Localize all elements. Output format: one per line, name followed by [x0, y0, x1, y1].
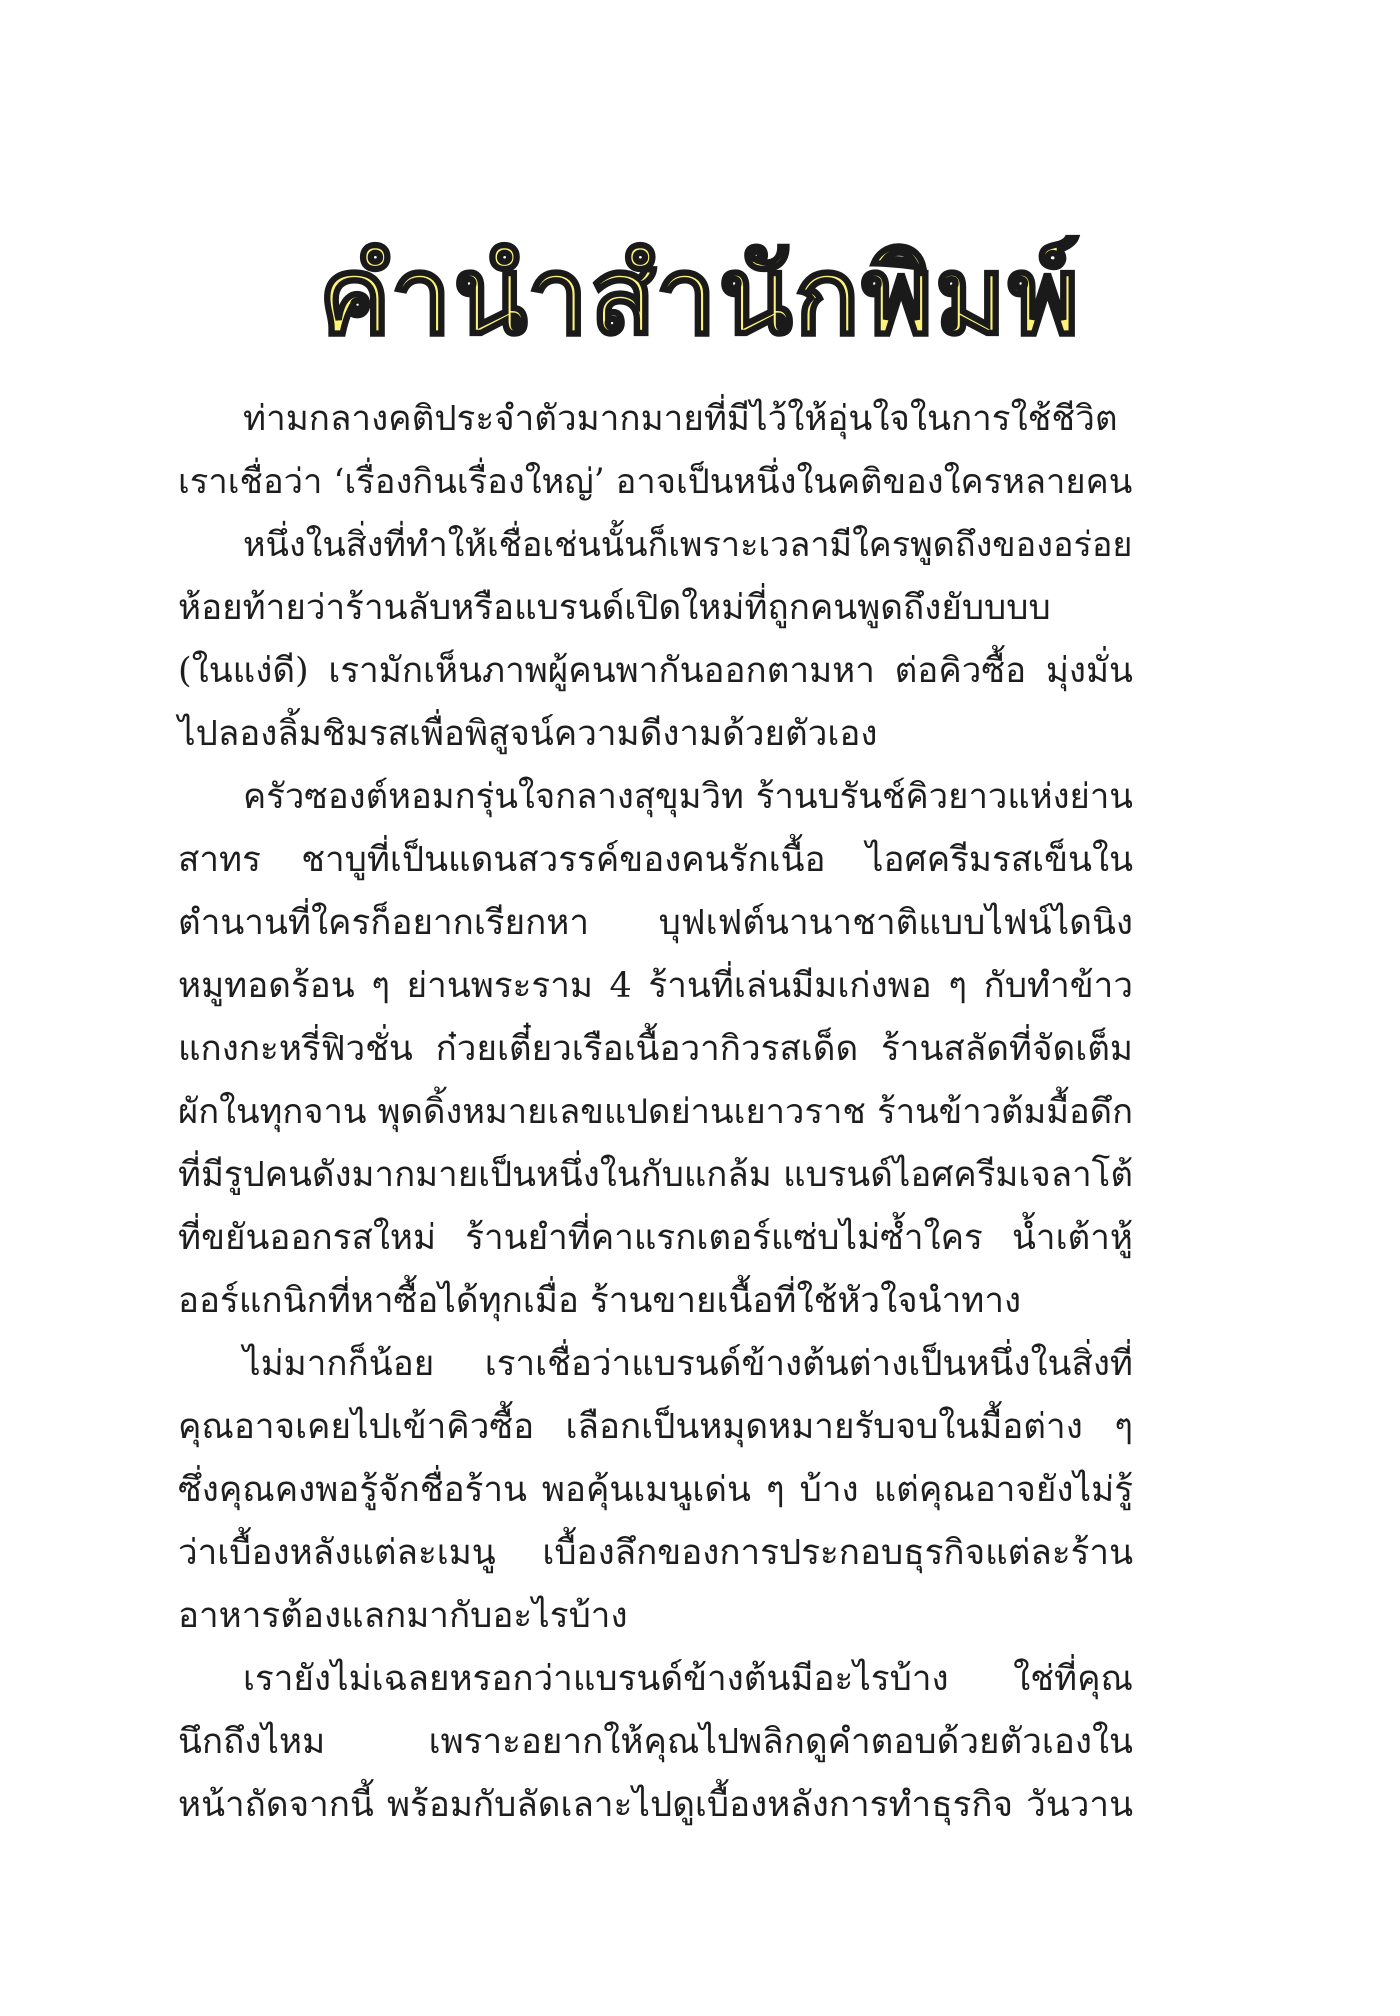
text-line: หมูทอดร้อน ๆ ย่านพระราม 4 ร้านที่เล่นมีมเก่งพอ ๆ กับทำข้าว — [178, 966, 1133, 1006]
text-line: ตำนานที่ใครก็อยากเรียกหา บุฟเฟต์นานาชาติแบบไฟน์ไดนิง — [178, 903, 1133, 943]
text-line: อาหารต้องแลกมากับอะไรบ้าง — [178, 1596, 628, 1636]
text-line: (ในแง่ดี) เรามักเห็นภาพผู้คนพากันออกตามหา ต่อคิวซื้อ มุ่งมั่น — [178, 651, 1133, 691]
text-line: ครัวซองต์หอมกรุ่นใจกลางสุขุมวิท ร้านบรันช์คิวยาวแห่งย่าน — [243, 777, 1133, 817]
text-line: ท่ามกลางคติประจำตัวมากมายที่มีไว้ให้อุ่นใจในการใช้ชีวิต — [243, 399, 1118, 439]
text-line: สาทร ชาบูที่เป็นแดนสวรรค์ของคนรักเนื้อ ไอศครีมรสเข็นใน — [178, 840, 1133, 880]
text-line: เรายังไม่เฉลยหรอกว่าแบรนด์ข้างต้นมีอะไรบ้าง ใช่ที่คุณ — [243, 1659, 1133, 1699]
text-line: หนึ่งในสิ่งที่ทำให้เชื่อเช่นนั้นก็เพราะเวลามีใครพูดถึงของอร่อย — [243, 525, 1133, 565]
text-line: ซึ่งคุณคงพอรู้จักชื่อร้าน พอคุ้นเมนูเด่น ๆ บ้าง แต่คุณอาจยังไม่รู้ — [178, 1470, 1133, 1510]
text-line: ห้อยท้ายว่าร้านลับหรือแบรนด์เปิดใหม่ที่ถูกคนพูดถึงยับบบบ — [178, 588, 1051, 628]
text-line: เราเชื่อว่า ‘เรื่องกินเรื่องใหญ่’ อาจเป็นหนึ่งในคติของใครหลายคน — [178, 462, 1133, 502]
text-line: ผักในทุกจาน พุดดิ้งหมายเลขแปดย่านเยาวราช ร้านข้าวต้มมื้อดึก — [178, 1092, 1133, 1132]
text-line: ที่มีรูปคนดังมากมายเป็นหนึ่งในกับแกล้ม แบรนด์ไอศครีมเจลาโต้ — [178, 1155, 1133, 1195]
text-line: นึกถึงไหม เพราะอยากให้คุณไปพลิกดูคำตอบด้วยตัวเองใน — [178, 1722, 1133, 1762]
text-line: ออร์แกนิกที่หาซื้อได้ทุกเมื่อ ร้านขายเนื้อที่ใช้หัวใจนำทาง — [178, 1281, 1022, 1321]
text-line: ไปลองลิ้มชิมรสเพื่อพิสูจน์ความดีงามด้วยตัวเอง — [178, 714, 878, 754]
text-line: แกงกะหรี่ฟิวชั่น ก๋วยเตี๋ยวเรือเนื้อวากิวรสเด็ด ร้านสลัดที่จัดเต็ม — [178, 1029, 1133, 1069]
text-line: ไม่มากก็น้อย เราเชื่อว่าแบรนด์ข้างต้นต่างเป็นหนึ่งในสิ่งที่ — [243, 1344, 1133, 1384]
text-line: ว่าเบื้องหลังแต่ละเมนู เบื้องลึกของการประกอบธุรกิจแต่ละร้าน — [178, 1533, 1133, 1573]
text-line: คุณอาจเคยไปเข้าคิวซื้อ เลือกเป็นหมุดหมายรับจบในมื้อต่าง ๆ — [178, 1407, 1133, 1447]
body-text — [178, 388, 1133, 1837]
text-line: ที่ขยันออกรสใหม่ ร้านยำที่คาแรกเตอร์แซ่บไม่ซ้ำใคร น้ำเต้าหู้ — [178, 1218, 1133, 1258]
text-line: หน้าถัดจากนี้ พร้อมกับลัดเลาะไปดูเบื้องหลังการทำธุรกิจ วันวาน — [178, 1785, 1133, 1825]
page-title: คำนำสำนักพิมพ์ — [318, 234, 1082, 360]
